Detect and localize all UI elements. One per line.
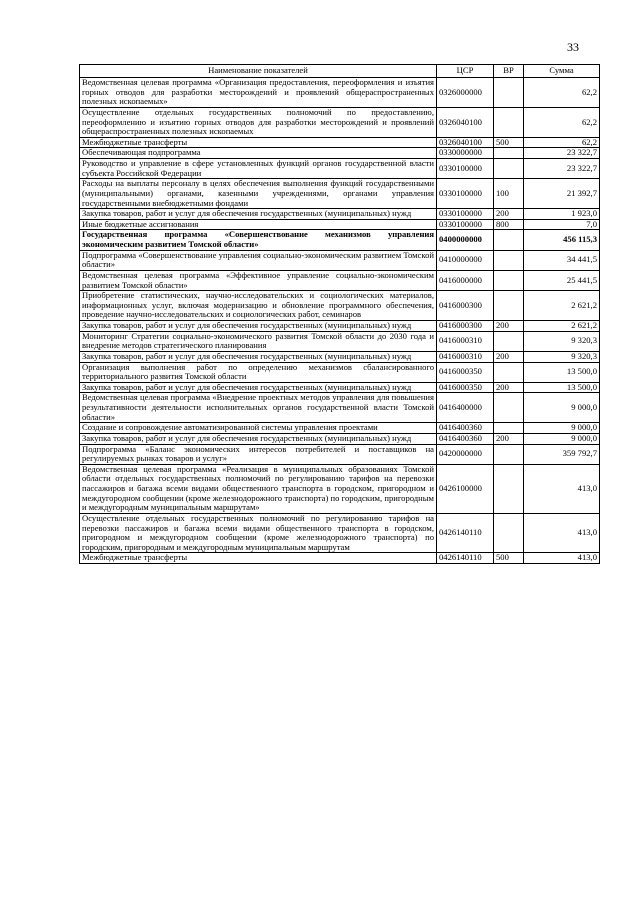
- row-csr-cell: 0416000350: [437, 382, 494, 393]
- row-name-cell: Подпрограмма «Баланс экономических интересов потребителей и поставщиков на регулируемых рынках товаров и услуг»: [80, 444, 437, 464]
- row-sum-cell: 62,2: [524, 78, 600, 108]
- row-sum-cell: 9 320,3: [524, 331, 600, 351]
- table-row: [80, 321, 600, 332]
- row-name-cell: Осуществление отдельных государственных полномочий по регулированию тарифов на перевозки пассажиров и багажа всеми видами общественного транспорта в городском, пригородном и междугородном сообщении (кроме железнодорожного транспорта) по городским, пригородным и междугородным муниципальным маршрутам: [80, 513, 437, 553]
- header-csr: ЦСР: [437, 65, 494, 78]
- row-vr-cell: 200: [494, 382, 524, 393]
- row-sum-cell: 9 000,0: [524, 423, 600, 434]
- row-name-cell: Мониторинг Стратегии социально-экономического развития Томской области до 2030 года и внедрение методов стратегического планирования: [80, 331, 437, 351]
- table-row: [80, 444, 600, 464]
- row-vr-cell: [494, 250, 524, 270]
- row-vr-cell: [494, 148, 524, 159]
- row-name-cell: Ведомственная целевая программа «Организация предоставления, переоформления и изъятия горных отводов для разработки месторождений и проявлений общераспространенных полезных ископаемых»: [80, 78, 437, 108]
- row-csr-cell: 0330100000: [437, 219, 494, 230]
- row-vr-cell: 200: [494, 209, 524, 220]
- row-vr-cell: 500: [494, 137, 524, 148]
- row-name-cell: Обеспечивающая подпрограмма: [80, 148, 437, 159]
- table-row: [80, 148, 600, 159]
- row-csr-cell: 0420000000: [437, 444, 494, 464]
- row-sum-cell: 2 621,2: [524, 291, 600, 321]
- header-name: Наименование показателей: [80, 65, 437, 78]
- row-vr-cell: 200: [494, 321, 524, 332]
- row-name-cell: Создание и сопровождение автоматизированной системы управления проектами: [80, 423, 437, 434]
- table-row: [80, 209, 600, 220]
- table-row: [80, 78, 600, 108]
- row-name-cell: Организация выполнения работ по определению механизмов сбалансированного территориального развития Томской области: [80, 362, 437, 382]
- row-vr-cell: [494, 362, 524, 382]
- row-sum-cell: 7,0: [524, 219, 600, 230]
- row-csr-cell: 0426140110: [437, 553, 494, 564]
- row-sum-cell: 13 500,0: [524, 362, 600, 382]
- row-vr-cell: 800: [494, 219, 524, 230]
- row-sum-cell: 62,2: [524, 137, 600, 148]
- row-sum-cell: 9 000,0: [524, 433, 600, 444]
- row-name-cell: Осуществление отдельных государственных полномочий по предоставлению, переоформлению и изъятию горных отводов для разработки месторождений и проявлений общераспространенных полезных ископаемых: [80, 107, 437, 137]
- row-sum-cell: 359 792,7: [524, 444, 600, 464]
- row-sum-cell: 23 322,7: [524, 148, 600, 159]
- row-name-cell: Закупка товаров, работ и услуг для обеспечения государственных (муниципальных) нужд: [80, 433, 437, 444]
- table-row: [80, 107, 600, 137]
- table-body: [80, 78, 600, 564]
- row-vr-cell: [494, 78, 524, 108]
- header-vr: ВР: [494, 65, 524, 78]
- row-sum-cell: 456 115,3: [524, 230, 600, 250]
- row-sum-cell: 62,2: [524, 107, 600, 137]
- row-csr-cell: 0416400000: [437, 393, 494, 423]
- row-vr-cell: [494, 513, 524, 553]
- row-vr-cell: [494, 331, 524, 351]
- table-row: [80, 382, 600, 393]
- row-csr-cell: 0330100000: [437, 179, 494, 209]
- row-csr-cell: 0416400360: [437, 423, 494, 434]
- row-name-cell: Закупка товаров, работ и услуг для обеспечения государственных (муниципальных) нужд: [80, 351, 437, 362]
- table-row: [80, 179, 600, 209]
- row-csr-cell: 0416000000: [437, 270, 494, 290]
- page-number: 33: [567, 40, 579, 54]
- table-row: [80, 553, 600, 564]
- table-row: [80, 291, 600, 321]
- row-sum-cell: 413,0: [524, 513, 600, 553]
- row-name-cell: Приобретение статистических, научно-исследовательских и социологических материалов, информационных услуг, включая модернизацию и обновление программного обеспечения, проведение научно-исследовательских и социологических работ, семинаров: [80, 291, 437, 321]
- row-vr-cell: 100: [494, 179, 524, 209]
- row-name-cell: Подпрограмма «Совершенствование управления социально-экономическим развитием Томской области»: [80, 250, 437, 270]
- row-vr-cell: 500: [494, 553, 524, 564]
- row-csr-cell: 0326000000: [437, 78, 494, 108]
- row-vr-cell: [494, 230, 524, 250]
- row-csr-cell: 0330000000: [437, 148, 494, 159]
- row-vr-cell: [494, 444, 524, 464]
- row-vr-cell: [494, 423, 524, 434]
- row-vr-cell: 200: [494, 351, 524, 362]
- budget-table: [79, 64, 600, 564]
- row-vr-cell: 200: [494, 433, 524, 444]
- row-name-cell: Межбюджетные трансферты: [80, 553, 437, 564]
- row-vr-cell: [494, 159, 524, 179]
- table-row: [80, 362, 600, 382]
- row-sum-cell: 9 320,3: [524, 351, 600, 362]
- row-sum-cell: 1 923,0: [524, 209, 600, 220]
- table-row: [80, 393, 600, 423]
- row-csr-cell: 0416000300: [437, 321, 494, 332]
- row-csr-cell: 0330100000: [437, 209, 494, 220]
- row-sum-cell: 9 000,0: [524, 393, 600, 423]
- row-csr-cell: 0416000310: [437, 331, 494, 351]
- row-csr-cell: 0416000310: [437, 351, 494, 362]
- row-name-cell: Закупка товаров, работ и услуг для обеспечения государственных (муниципальных) нужд: [80, 209, 437, 220]
- row-sum-cell: 21 392,7: [524, 179, 600, 209]
- row-name-cell: Закупка товаров, работ и услуг для обеспечения государственных (муниципальных) нужд: [80, 382, 437, 393]
- row-name-cell: Ведомственная целевая программа «Эффективное управление социально-экономическим развитием Томской области»: [80, 270, 437, 290]
- table-row: [80, 423, 600, 434]
- table-row: [80, 351, 600, 362]
- row-name-cell: Ведомственная целевая программа «Реализация в муниципальных образованиях Томской области отдельных государственных полномочий по регулированию тарифов на перевозки пассажиров и багажа всеми видами общественного транспорта в городском, пригородном и междугородном сообщении (кроме железнодорожного транспорта) по городским, пригородным и междугородным муниципальным маршрутам»: [80, 464, 437, 513]
- row-csr-cell: 0416000300: [437, 291, 494, 321]
- row-name-cell: Межбюджетные трансферты: [80, 137, 437, 148]
- row-sum-cell: 2 621,2: [524, 321, 600, 332]
- table-row: [80, 464, 600, 513]
- row-csr-cell: 0426140110: [437, 513, 494, 553]
- row-csr-cell: 0326040100: [437, 137, 494, 148]
- table-row: [80, 219, 600, 230]
- row-name-cell: Расходы на выплаты персоналу в целях обеспечения выполнения функций государственными (муниципальными) органами, казенными учреждениями, органами управления государственными внебюджетными фондами: [80, 179, 437, 209]
- table-row: [80, 159, 600, 179]
- table-row: [80, 250, 600, 270]
- row-csr-cell: 0400000000: [437, 230, 494, 250]
- row-csr-cell: 0426100000: [437, 464, 494, 513]
- row-sum-cell: 23 322,7: [524, 159, 600, 179]
- table-header-row: [80, 65, 600, 78]
- row-csr-cell: 0330100000: [437, 159, 494, 179]
- row-sum-cell: 34 441,5: [524, 250, 600, 270]
- row-name-cell: Руководство и управление в сфере установленных функций органов государственной власти субъекта Российской Федерации: [80, 159, 437, 179]
- row-vr-cell: [494, 107, 524, 137]
- row-vr-cell: [494, 393, 524, 423]
- row-name-cell: Иные бюджетные ассигнования: [80, 219, 437, 230]
- row-sum-cell: 13 500,0: [524, 382, 600, 393]
- table-row: [80, 230, 600, 250]
- table-row: [80, 137, 600, 148]
- row-sum-cell: 25 441,5: [524, 270, 600, 290]
- row-sum-cell: 413,0: [524, 464, 600, 513]
- table-row: [80, 331, 600, 351]
- row-csr-cell: 0416400360: [437, 433, 494, 444]
- row-vr-cell: [494, 291, 524, 321]
- table-row: [80, 433, 600, 444]
- table-row: [80, 270, 600, 290]
- row-csr-cell: 0410000000: [437, 250, 494, 270]
- row-name-cell: Ведомственная целевая программа «Внедрение проектных методов управления для повышения результативности деятельности исполнительных органов государственной власти Томской области»: [80, 393, 437, 423]
- table-row: [80, 513, 600, 553]
- header-sum: Сумма: [524, 65, 600, 78]
- row-vr-cell: [494, 464, 524, 513]
- row-csr-cell: 0326040100: [437, 107, 494, 137]
- row-name-cell: Закупка товаров, работ и услуг для обеспечения государственных (муниципальных) нужд: [80, 321, 437, 332]
- row-sum-cell: 413,0: [524, 553, 600, 564]
- row-vr-cell: [494, 270, 524, 290]
- row-csr-cell: 0416000350: [437, 362, 494, 382]
- row-name-cell: Государственная программа «Совершенствование механизмов управления экономическим развитием Томской области»: [80, 230, 437, 250]
